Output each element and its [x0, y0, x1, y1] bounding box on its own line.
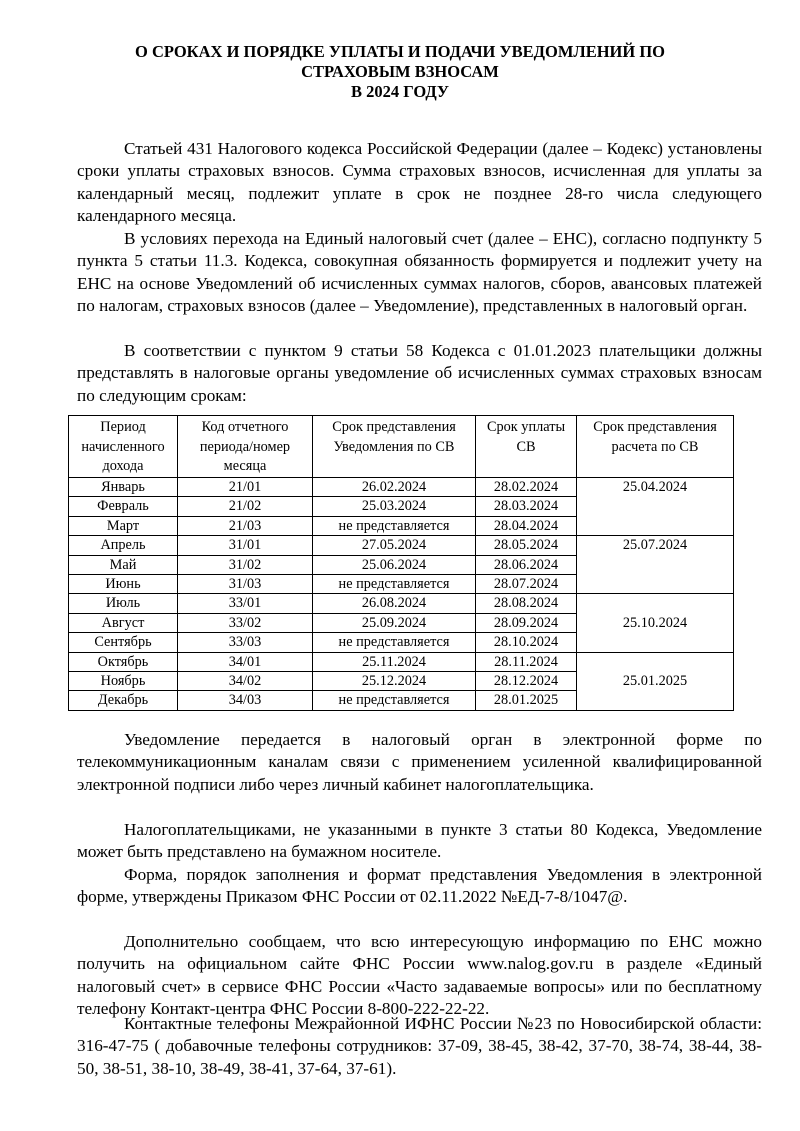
- cell-payment-deadline: 28.05.2024: [476, 536, 577, 555]
- cell-period: Сентябрь: [69, 633, 178, 652]
- cell-code: 31/01: [178, 536, 313, 555]
- header-payment-deadline: Срок уплаты СВ: [476, 416, 577, 478]
- cell-notification-deadline: не представляется: [313, 575, 476, 594]
- cell-code: 34/03: [178, 691, 313, 710]
- cell-payment-deadline: 28.10.2024: [476, 633, 577, 652]
- cell-payment-deadline: 28.09.2024: [476, 613, 577, 632]
- cell-period: Июль: [69, 594, 178, 613]
- document-title: [80, 42, 720, 102]
- cell-period: Август: [69, 613, 178, 632]
- table-row: [69, 594, 734, 613]
- cell-code: 33/02: [178, 613, 313, 632]
- cell-notification-deadline: 25.11.2024: [313, 652, 476, 671]
- cell-period: Ноябрь: [69, 672, 178, 691]
- cell-notification-deadline: 25.06.2024: [313, 555, 476, 574]
- cell-payment-deadline: 28.11.2024: [476, 652, 577, 671]
- header-code: Код отчетного периода/номер месяца: [178, 416, 313, 478]
- cell-period: Май: [69, 555, 178, 574]
- table-row: [69, 652, 734, 671]
- cell-period: Февраль: [69, 497, 178, 516]
- cell-payment-deadline: 28.08.2024: [476, 594, 577, 613]
- title-line-2: СТРАХОВЫМ ВЗНОСАМ: [301, 62, 499, 81]
- cell-payment-deadline: 28.02.2024: [476, 478, 577, 497]
- cell-period: Январь: [69, 478, 178, 497]
- cell-payment-deadline: 28.12.2024: [476, 672, 577, 691]
- cell-code: 34/02: [178, 672, 313, 691]
- cell-code: 33/03: [178, 633, 313, 652]
- table-header-row: [69, 416, 734, 478]
- cell-notification-deadline: не представляется: [313, 516, 476, 535]
- cell-code: 31/03: [178, 575, 313, 594]
- paragraph-ens-transition: В условиях перехода на Единый налоговый счет (далее – ЕНС), согласно подпункту 5 пункта 5 статьи 11.3. Кодекса, совокупная обязанность формируется и подлежит учету на ЕНС на основе Уведомлений об исчисленных суммах налогов, сборов, авансовых платежей по налогам, страховых взносов (далее – Уведомление), представленных в налоговый орган.: [77, 229, 762, 316]
- title-line-1: О СРОКАХ И ПОРЯДКЕ УПЛАТЫ И ПОДАЧИ УВЕДОМЛЕНИЙ ПО: [134, 42, 665, 61]
- cell-calc-deadline: 25.01.2025: [577, 652, 734, 710]
- header-period: Период начисленного дохода: [69, 416, 178, 478]
- cell-calc-deadline: 25.10.2024: [577, 594, 734, 652]
- paragraph-paper-submission: Налогоплательщиками, не указанными в пункте 3 статьи 80 Кодекса, Уведомление может быть представлено на бумажном носителе.: [77, 820, 762, 862]
- cell-code: 21/01: [178, 478, 313, 497]
- cell-payment-deadline: 28.04.2024: [476, 516, 577, 535]
- paragraph-contact-phones: Контактные телефоны Межрайонной ИФНС России №23 по Новосибирской области: 316-47-75 ( добавочные телефоны сотрудников: 37-09, 38-45, 38-42, 37-70, 38-74, 38-44, 38-50, 38-51, 38-10, 38-49, 38-41, 37-64, 37-61).: [77, 1014, 762, 1078]
- header-calc-deadline: Срок представления расчета по СВ: [577, 416, 734, 478]
- cell-payment-deadline: 28.06.2024: [476, 555, 577, 574]
- paragraph-additional-info: Дополнительно сообщаем, что всю интересующую информацию по ЕНС можно получить на официальном сайте ФНС России www.nalog.gov.ru в разделе «Единый налоговый счет» в сервисе ФНС России «Часто задаваемые вопросы» или по бесплатному телефону Контакт-центра ФНС России 8-800-222-22-22.: [77, 932, 762, 1019]
- cell-code: 31/02: [178, 555, 313, 574]
- cell-code: 21/03: [178, 516, 313, 535]
- paragraph-electronic-submission: Уведомление передается в налоговый орган в электронной форме по телекоммуникационным каналам связи с применением усиленной квалифицированной электронной подписи либо через личный кабинет налогоплательщика.: [77, 730, 762, 794]
- header-notification-deadline: Срок представления Уведомления по СВ: [313, 416, 476, 478]
- cell-calc-deadline: 25.04.2024: [577, 478, 734, 536]
- cell-calc-deadline: 25.07.2024: [577, 536, 734, 594]
- cell-notification-deadline: 26.02.2024: [313, 478, 476, 497]
- cell-code: 21/02: [178, 497, 313, 516]
- cell-period: Октябрь: [69, 652, 178, 671]
- cell-period: Апрель: [69, 536, 178, 555]
- cell-notification-deadline: 25.09.2024: [313, 613, 476, 632]
- cell-period: Декабрь: [69, 691, 178, 710]
- title-line-3: В 2024 ГОДУ: [350, 82, 450, 101]
- paragraph-notification-schedule: В соответствии с пунктом 9 статьи 58 Кодекса с 01.01.2023 плательщики должны представлять в налоговые органы уведомление об исчисленных суммах страховых взносам по следующим срокам:: [77, 341, 762, 405]
- cell-period: Июнь: [69, 575, 178, 594]
- cell-notification-deadline: 25.03.2024: [313, 497, 476, 516]
- paragraph-form-order: Форма, порядок заполнения и формат представления Уведомления в электронной форме, утверждены Приказом ФНС России от 02.11.2022 №ЕД-7-8/1047@.: [77, 865, 762, 907]
- cell-code: 34/01: [178, 652, 313, 671]
- schedule-table: [68, 415, 734, 711]
- cell-period: Март: [69, 516, 178, 535]
- paragraph-deadlines-law: Статьей 431 Налогового кодекса Российской Федерации (далее – Кодекс) установлены сроки уплаты страховых взносов. Сумма страховых взносов, исчисленная для уплаты за календарный месяц, подлежит уплате в срок не позднее 28-го числа следующего календарного месяца.: [77, 139, 762, 226]
- table-row: [69, 478, 734, 497]
- cell-notification-deadline: 25.12.2024: [313, 672, 476, 691]
- cell-notification-deadline: не представляется: [313, 633, 476, 652]
- cell-notification-deadline: 26.08.2024: [313, 594, 476, 613]
- cell-payment-deadline: 28.03.2024: [476, 497, 577, 516]
- cell-notification-deadline: не представляется: [313, 691, 476, 710]
- cell-payment-deadline: 28.01.2025: [476, 691, 577, 710]
- table-row: [69, 536, 734, 555]
- cell-notification-deadline: 27.05.2024: [313, 536, 476, 555]
- cell-code: 33/01: [178, 594, 313, 613]
- cell-payment-deadline: 28.07.2024: [476, 575, 577, 594]
